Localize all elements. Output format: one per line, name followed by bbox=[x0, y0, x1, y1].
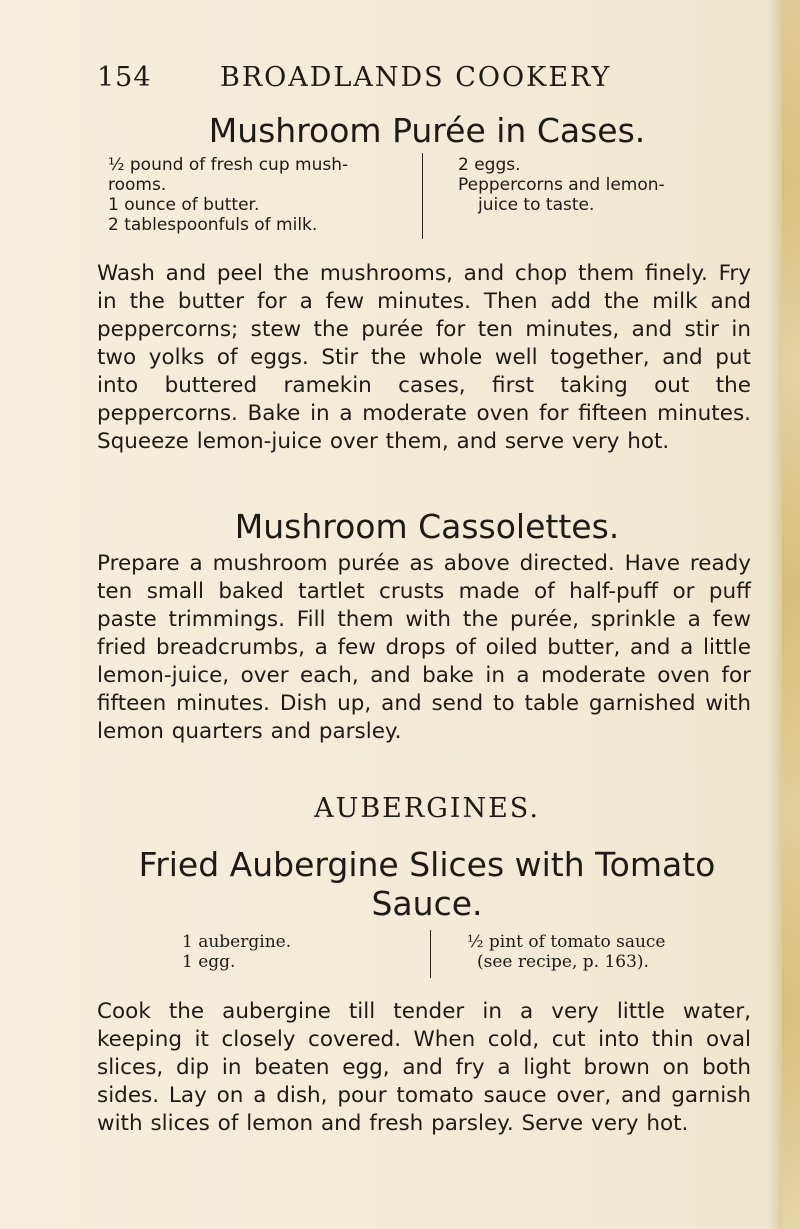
ingredient-line: ½ pint of tomato sauce bbox=[467, 932, 666, 952]
ingredients-left-column bbox=[108, 155, 348, 235]
column-divider bbox=[422, 153, 423, 239]
method-mushroom-cassolettes: Prepare a mushroom purée as above directed. Have ready ten small baked tartlet crusts made of half-puff or puff paste trimmings. Fill them with the purée, sprinkle a few fried breadcrumbs, a few drops of oiled butter, and a little lemon-juice, over each, and bake in a moderate oven for fifteen minutes. Dish up, and send to table garnished with lemon quarters and parsley. bbox=[97, 551, 751, 744]
method-fried-aubergine: Cook the aubergine till tender in a very little water, keeping it closely covered. When cold, cut into thin oval slices, dip in beaten egg, and fry a light brown on both sides. Lay on a dish, pour tomato sauce over, and garnish with slices of lemon and fresh parsley. Serve very hot. bbox=[97, 999, 751, 1136]
ingredient-line: (see recipe, p. 163). bbox=[477, 952, 649, 972]
ingredient-line: rooms. bbox=[108, 175, 167, 195]
ingredient-line: 1 aubergine. bbox=[182, 932, 292, 952]
ingredients-fried-aubergine bbox=[182, 932, 742, 982]
ingredients-left-column bbox=[182, 932, 291, 972]
ingredient-line: juice to taste. bbox=[478, 195, 595, 215]
ingredient-line: Peppercorns and lemon- bbox=[458, 175, 665, 195]
ingredient-line: 2 tablespoonfuls of milk. bbox=[108, 215, 318, 235]
ingredient-line: 1 egg. bbox=[182, 952, 236, 972]
section-heading-aubergines: AUBERGINES. bbox=[314, 793, 540, 824]
ingredient-line: 1 ounce of butter. bbox=[108, 195, 260, 215]
ingredient-line: 2 eggs. bbox=[458, 155, 521, 175]
recipe-title-mushroom-cassolettes: Mushroom Cassolettes. bbox=[234, 507, 620, 546]
recipe-title-fried-aubergine-line1: Fried Aubergine Slices with Tomato bbox=[138, 845, 716, 884]
page-edge bbox=[782, 0, 800, 1229]
page-number: 154 bbox=[97, 62, 152, 93]
ingredients-mushroom-puree bbox=[108, 155, 718, 245]
column-divider bbox=[430, 930, 431, 978]
ingredients-right-column bbox=[467, 932, 666, 972]
recipe-title-mushroom-puree: Mushroom Purée in Cases. bbox=[208, 111, 646, 150]
method-mushroom-puree: Wash and peel the mushrooms, and chop them finely. Fry in the butter for a few minutes. Then add the milk and peppercorns; stew the purée for ten minutes, and stir in two yolks of eggs. Stir the whole well together, and put into buttered ramekin cases, first taking out the peppercorns. Bake in a moderate oven for fifteen minutes. Squeeze lemon-juice over them, and serve very hot. bbox=[97, 261, 751, 454]
running-title: BROADLANDS COOKERY bbox=[220, 62, 612, 93]
recipe-title-fried-aubergine-line2: Sauce. bbox=[371, 884, 483, 923]
ingredients-right-column bbox=[458, 155, 665, 215]
ingredient-line: ½ pound of fresh cup mush- bbox=[108, 155, 349, 175]
